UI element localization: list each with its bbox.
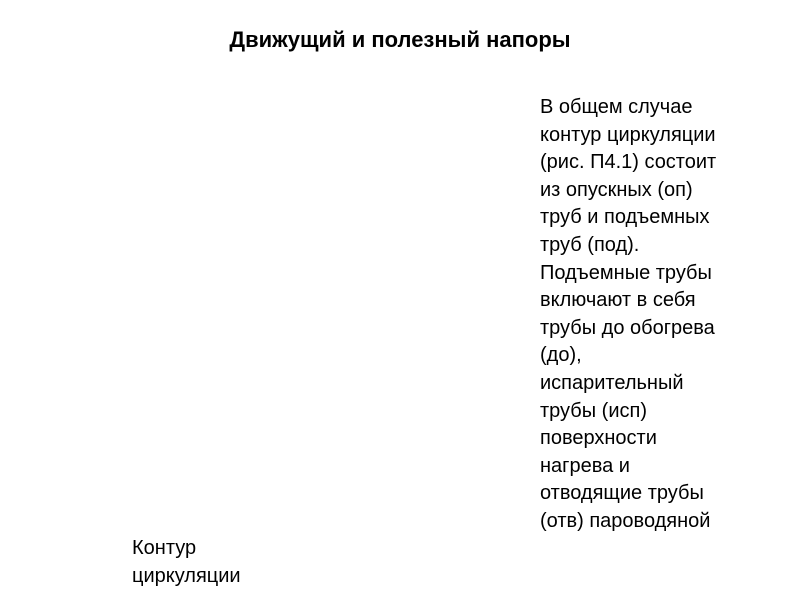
- body-line: включают в себя: [540, 289, 696, 312]
- body-line: поверхности: [540, 427, 657, 450]
- body-line: отводящие трубы: [540, 482, 704, 505]
- body-line: трубы до обогрева: [540, 316, 715, 339]
- figure-caption: [132, 534, 241, 590]
- body-line: Подъемные трубы: [540, 261, 712, 284]
- body-line: труб и подъемных: [540, 206, 710, 229]
- body-line: (отв) пароводяной: [540, 509, 711, 532]
- caption-line: Контур: [132, 537, 197, 559]
- figure-placeholder: [60, 80, 500, 520]
- body-line: (рис. П4.1) состоит: [540, 151, 717, 174]
- body-line: контур циркуляции: [540, 123, 716, 146]
- body-line: трубы (исп): [540, 399, 647, 422]
- caption-line: циркуляции: [132, 565, 241, 587]
- slide-title: Движущий и полезный напоры: [229, 27, 571, 52]
- body-line: В общем случае: [540, 96, 693, 118]
- body-line: нагрева и: [540, 454, 630, 477]
- body-line: испарительный: [540, 371, 684, 394]
- body-line: (до),: [540, 344, 582, 367]
- body-line: труб (под).: [540, 233, 640, 256]
- body-line: из опускных (оп): [540, 178, 693, 201]
- body-paragraph: [540, 94, 780, 536]
